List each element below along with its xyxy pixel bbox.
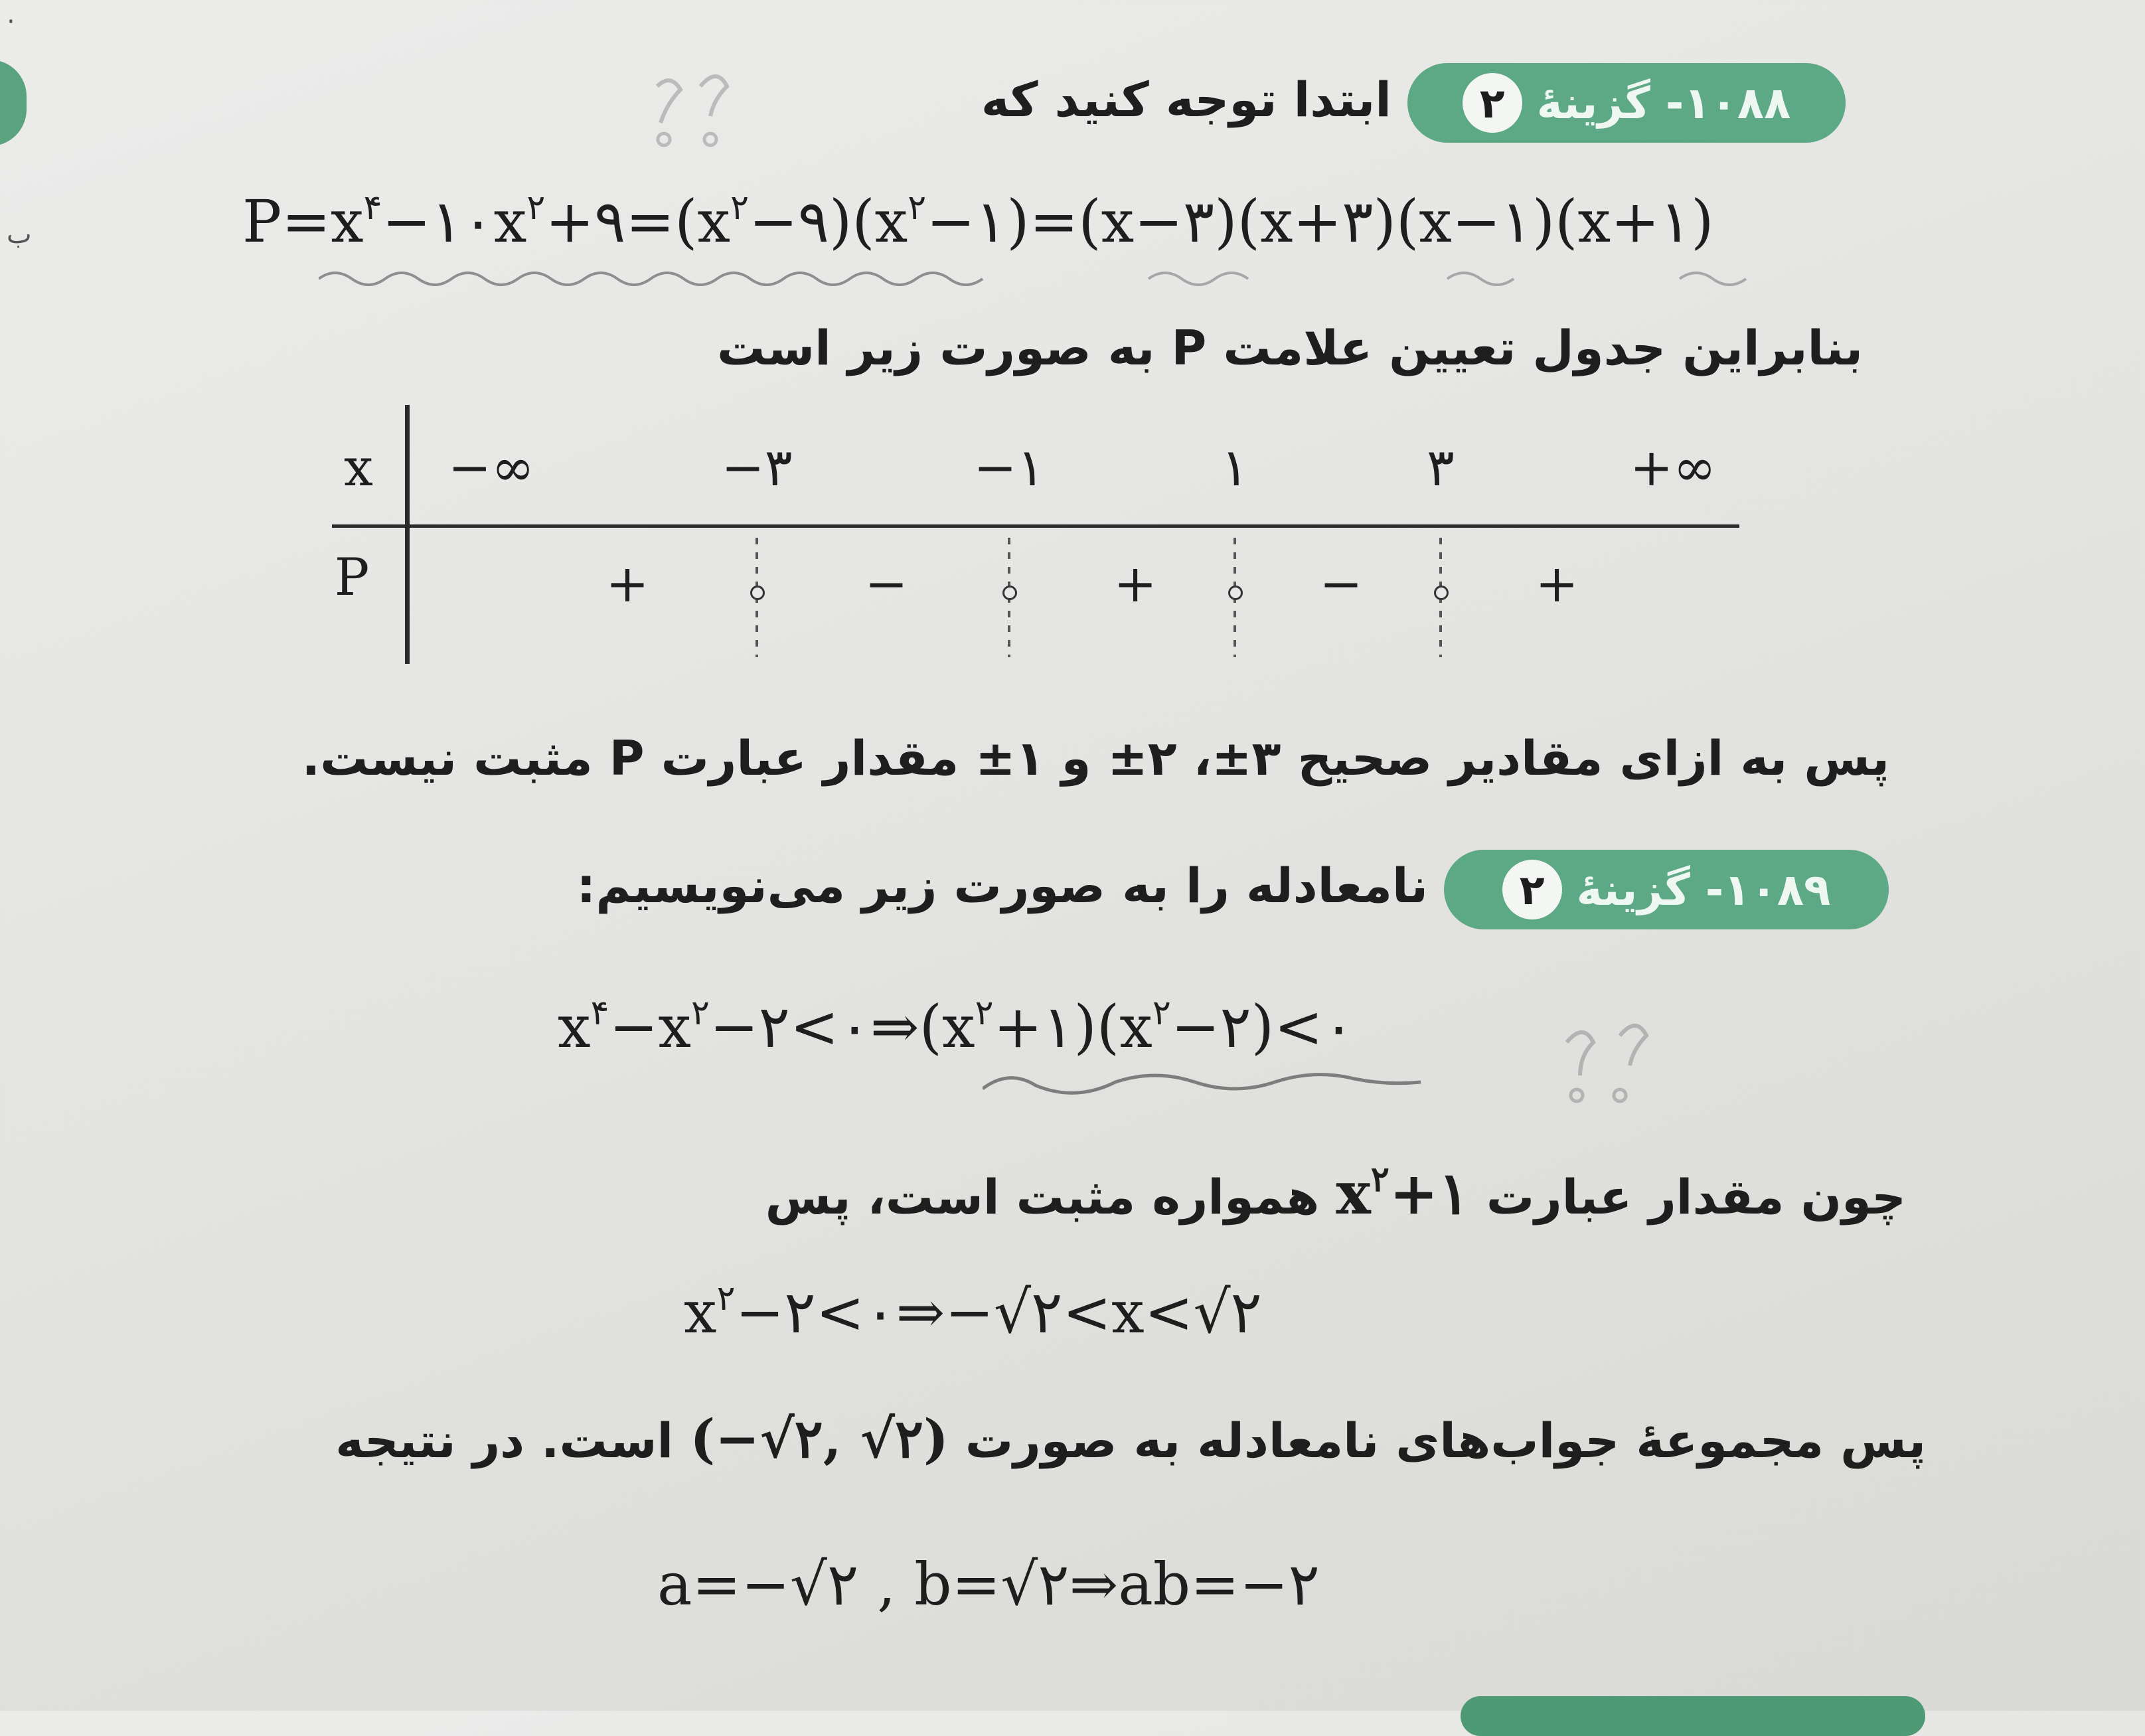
sign-table — [325, 405, 1746, 671]
x-value: ۱ — [1221, 438, 1249, 498]
problem-1088-intro: ابتدا توجه کنید که — [981, 72, 1391, 127]
zero-marker — [750, 538, 763, 657]
sign-value: + — [1113, 554, 1157, 614]
answer-number-label: ۱۰۸۹- گزینهٔ — [1576, 864, 1831, 915]
answer-number-label: ۱۰۸۸- گزینهٔ — [1536, 77, 1791, 129]
answer-badge-1089 — [1444, 850, 1889, 929]
final-answer-equation: a=−√۲ , b=√۲⇒ab=−۲ — [657, 1550, 1320, 1618]
answer-choice: ۲ — [1502, 860, 1562, 919]
sign-value: − — [1319, 554, 1363, 614]
zero-marker — [1434, 538, 1447, 657]
next-answer-badge-edge — [1461, 1696, 1925, 1736]
x-value: ۳ — [1427, 438, 1455, 498]
factorization-equation: $P=x^۴-۱۰x^۲+۹=(x^۲-۹)(x^۲-۱)=(x-۳)(x+۳)(x-۱)(x+۱)$ — [242, 187, 1714, 256]
sign-value: − — [864, 554, 908, 614]
table-intro: بنابراین جدول تعیین علامت P به صورت زیر است — [717, 320, 1863, 376]
sign-value: + — [1535, 554, 1579, 614]
row-label-x: x — [344, 438, 373, 498]
handwritten-underline — [983, 1069, 1434, 1102]
handwritten-underline — [319, 262, 1846, 295]
handwritten-doodle — [637, 66, 777, 159]
problem-1089-reason: چون مقدار عبارت $x^۲+۱$ همواره مثبت است، پس — [765, 1158, 1906, 1227]
answer-choice: ۲ — [1463, 73, 1522, 133]
table-divider-vertical — [405, 405, 410, 664]
x-value: −∞ — [447, 438, 535, 498]
problem-1089-solution-set: پس مجموعهٔ جواب‌های نامعادله به صورت (−√۲, √۲) است. در نتیجه — [335, 1407, 1926, 1470]
x-value: −۳ — [721, 438, 793, 498]
handwritten-doodle — [1540, 1002, 1673, 1115]
zero-marker — [1228, 538, 1241, 657]
margin-tab — [0, 60, 27, 146]
zero-marker — [1002, 538, 1016, 657]
row-label-p: P — [334, 548, 370, 607]
x-value: +∞ — [1629, 438, 1717, 498]
inequality-step: $x^۲-۲<۰\Rightarrow-√۲<x<√۲$ — [684, 1278, 1262, 1346]
margin-mark: ب — [7, 219, 32, 250]
sign-value: + — [605, 554, 649, 614]
answer-badge-1088 — [1407, 63, 1846, 143]
table-divider-horizontal — [332, 524, 1739, 528]
inequality-equation: $x^۴-x^۲-۲<۰\Rightarrow(x^۲+۱)(x^۲-۲)<۰$ — [558, 992, 1355, 1061]
margin-mark: · — [7, 7, 15, 37]
problem-1088-conclusion: پس به ازای مقادیر صحیح ۳±، ۲± و ۱± مقدار عبارت P مثبت نیست. — [301, 730, 1889, 786]
problem-1089-intro: نامعادله را به صورت زیر می‌نویسیم: — [576, 858, 1428, 913]
x-value: −۱ — [973, 438, 1045, 498]
